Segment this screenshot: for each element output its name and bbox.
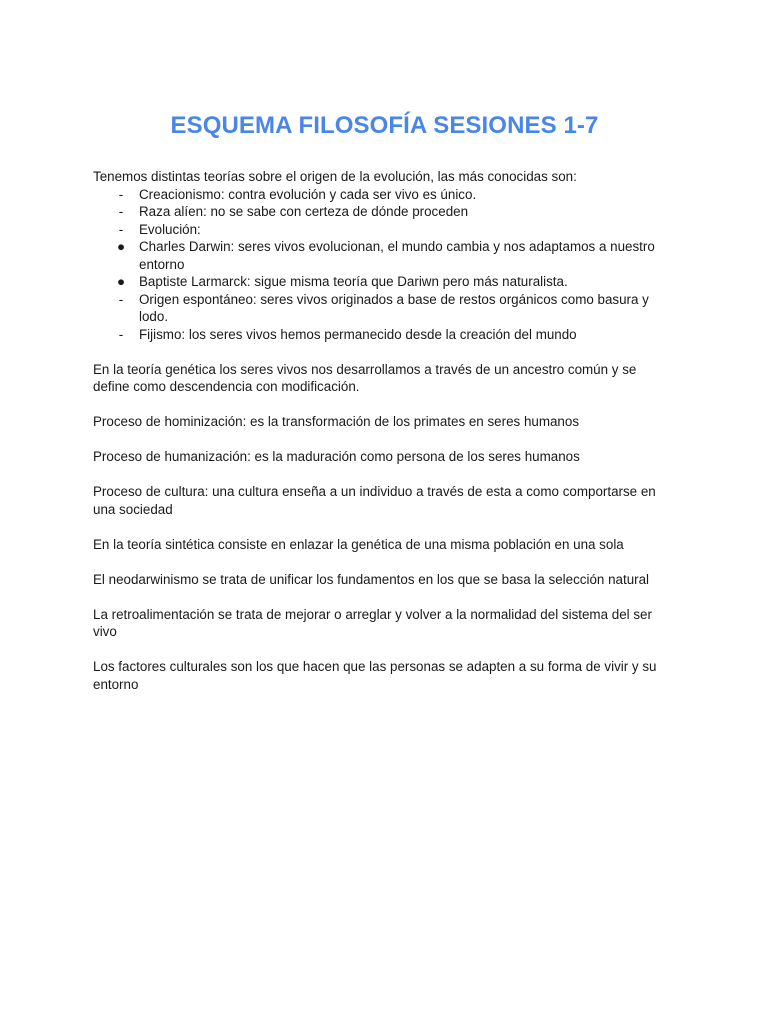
paragraph-feedback: La retroalimentación se trata de mejorar o arreglar y volver a la normalidad del sistema del ser vivo bbox=[93, 606, 652, 639]
list-item bbox=[93, 221, 676, 239]
paragraph-humanization: Proceso de humanización: es la maduración como persona de los seres humanos bbox=[93, 449, 580, 464]
list-item-text: Baptiste Larmarck: sigue misma teoría que Dariwn pero más naturalista. bbox=[139, 274, 568, 289]
list-item bbox=[93, 238, 676, 273]
list-item bbox=[93, 273, 676, 291]
dash-bullet: - bbox=[118, 186, 124, 202]
list-item-text: Creacionismo: contra evolución y cada ser vivo es único. bbox=[139, 186, 477, 202]
list-item-text: Charles Darwin: seres vivos evolucionan, el mundo cambia y nos adaptamos a nuestro entorno bbox=[139, 239, 655, 272]
theory-list bbox=[93, 186, 676, 344]
dash-bullet: - bbox=[118, 221, 124, 237]
list-item-text: Fijismo: los seres vivos hemos permanecido desde la creación del mundo bbox=[139, 326, 577, 342]
dash-bullet: - bbox=[118, 291, 124, 307]
dot-bullet: ● bbox=[116, 274, 126, 289]
dash-bullet: - bbox=[118, 326, 124, 342]
list-item bbox=[93, 291, 676, 326]
list-item-text: Origen espontáneo: seres vivos originados a base de restos orgánicos como basura y lodo. bbox=[139, 291, 649, 324]
dot-bullet: ● bbox=[116, 239, 126, 254]
paragraph-cultural-factors: Los factores culturales son los que hacen que las personas se adapten a su forma de vivir y su entorno bbox=[93, 659, 657, 692]
document-title: ESQUEMA FILOSOFÍA SESIONES 1-7 bbox=[170, 112, 599, 139]
paragraph-hominization: Proceso de hominización: es la transformación de los primates en seres humanos bbox=[93, 414, 580, 429]
list-item bbox=[93, 186, 676, 204]
paragraph-genetic-theory: En la teoría genética los seres vivos nos desarrollamos a través de un ancestro común y se define como descendencia con modificación. bbox=[93, 361, 637, 394]
list-item-text: Evolución: bbox=[139, 221, 201, 237]
intro-paragraph: Tenemos distintas teorías sobre el origen de la evolución, las más conocidas son: bbox=[93, 169, 577, 184]
list-item bbox=[93, 203, 676, 221]
paragraph-neodarwinism: El neodarwinismo se trata de unificar los fundamentos en los que se basa la selección natural bbox=[93, 571, 650, 587]
list-item-text: Raza alíen: no se sabe con certeza de dónde proceden bbox=[139, 204, 469, 219]
list-item bbox=[93, 326, 676, 344]
paragraph-culture: Proceso de cultura: una cultura enseña a un individuo a través de esta a como comportarse en una sociedad bbox=[93, 484, 656, 517]
dash-bullet: - bbox=[118, 204, 124, 219]
paragraph-synthetic-theory: En la teoría sintética consiste en enlazar la genética de una misma población en una sola bbox=[93, 536, 624, 552]
